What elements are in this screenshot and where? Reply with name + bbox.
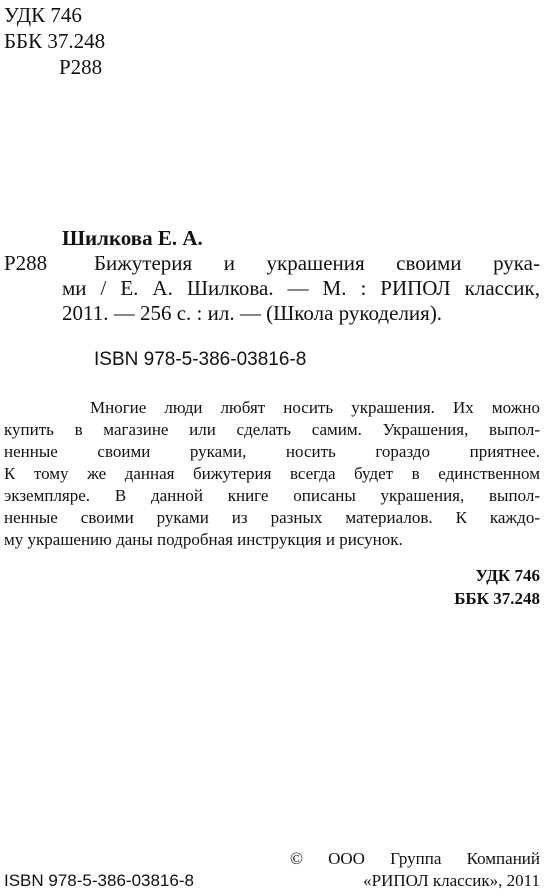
udk-code-bottom: УДК 746	[475, 566, 540, 585]
description-line-3: 2011. — 256 с. : ил. — (Школа рукоделия).	[62, 301, 443, 325]
isbn-footer: ISBN 978-5-386-03816-8	[4, 871, 194, 890]
annotation-line-1: Многие люди любят носить украшения. Их можно	[90, 398, 540, 417]
annotation-line-6: ненные своими руками из разных материалов. К каждо-	[4, 508, 540, 527]
isbn-main: ISBN 978-5-386-03816-8	[94, 349, 307, 370]
description-line-2: ми / Е. А. Шилкова. — М. : РИПОЛ классик,	[62, 276, 540, 300]
annotation-line-2: купить в магазине или сделать самим. Украшения, выпол-	[4, 420, 540, 439]
author-mark: Р288	[4, 251, 48, 275]
annotation-line-3: ненные своими руками, носить гораздо приятнее.	[4, 442, 540, 461]
bbk-code-bottom: ББК 37.248	[454, 589, 540, 608]
annotation-line-5: экземпляре. В данной книге описаны украшения, выпол-	[4, 486, 540, 505]
udk-code-top: УДК 746	[4, 3, 82, 27]
copyright-line-2: «РИПОЛ классик», 2011	[363, 871, 540, 890]
author-name: Шилкова Е. А.	[62, 226, 203, 250]
annotation-line-7: му украшению даны подробная инструкция и рисунок.	[4, 530, 403, 549]
author-mark-top: Р288	[59, 55, 103, 79]
copyright-line-1: © ООО Группа Компаний	[290, 849, 540, 868]
annotation-line-4: К тому же данная бижутерия всегда будет в единственном	[4, 464, 540, 483]
bbk-code-top: ББК 37.248	[4, 29, 106, 53]
description-line-1: Бижутерия и украшения своими рука-	[94, 251, 540, 275]
